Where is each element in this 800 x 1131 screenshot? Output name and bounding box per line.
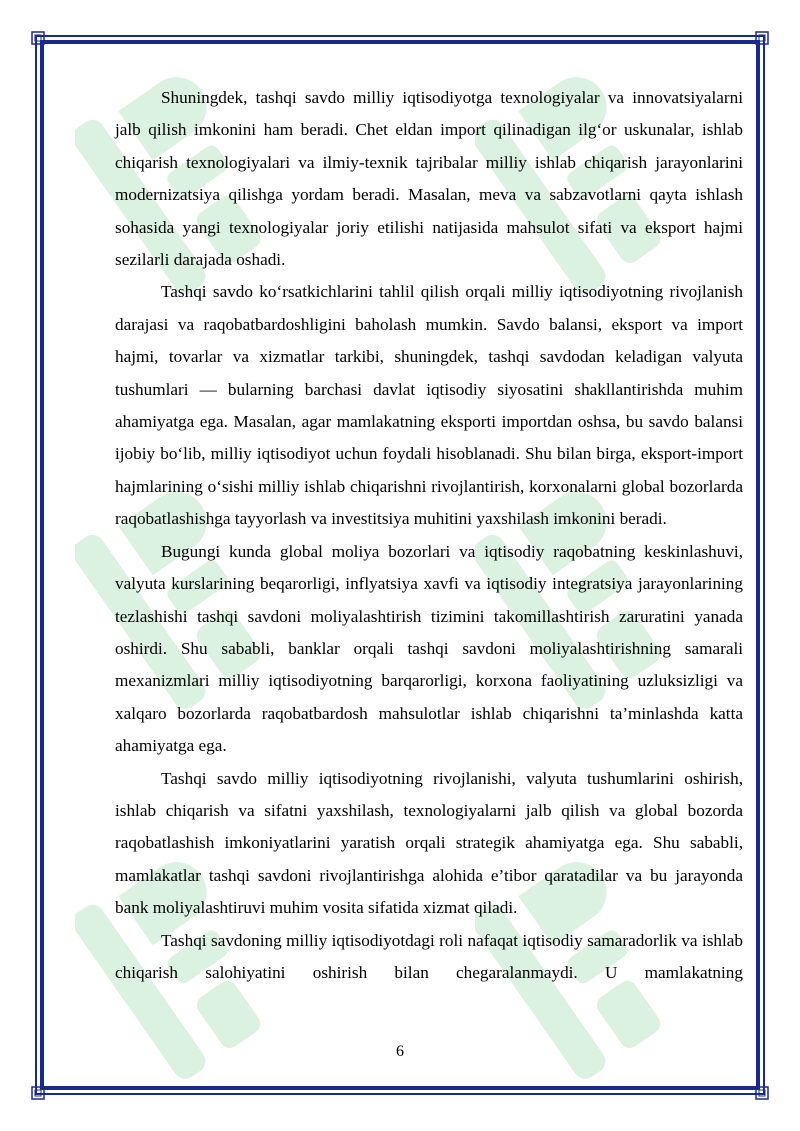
corner-ornament-top-right xyxy=(755,31,769,45)
paragraph: Tashqi savdo ko‘rsatkichlarini tahlil qilish orqali milliy iqtisodiyotning rivojlanish darajasi va raqobatbardoshligini baholash mumkin. Savdo balansi, eksport va import hajmi, tovarlar va xizmatlar tarkibi, shuningdek, tashqi savdodan keladigan valyuta tushumlari — bularning barchasi davlat iqtisodiy siyosatini shakllantirishda muhim ahamiyatga ega. Masalan, agar mamlakatning eksporti importdan oshsa, bu savdo balansi ijobiy bo‘lib, milliy iqtisodiyot uchun foydali hisoblanadi. Shu bilan birga, eksport-import hajmlarining o‘sishi milliy ishlab chiqarishni rivojlantirish, korxonalarni global bozorlarda raqobatlashishga tayyorlash va investitsiya muhitini yaxshilash imkonini beradi. xyxy=(115,282,743,529)
paragraph: Tashqi savdoning milliy iqtisodiyotdagi roli nafaqat iqtisodiy samaradorlik va ishlab chiqarish salohiyatini oshirish bilan chegaralanmaydi. U mamlakatning xyxy=(115,930,743,982)
corner-ornament-bottom-right xyxy=(755,1086,769,1100)
body-text xyxy=(115,82,743,989)
paragraph: Bugungi kunda global moliya bozorlari va iqtisodiy raqobatning keskinlashuvi, valyuta kurslarining beqarorligi, inflyatsiya xavfi va iqtisodiy integratsiya jarayonlarining tezlashishi tashqi savdoni moliyalashtirish tizimini takomillashtirish zaruratini yanada oshirdi. Shu sababli, banklar orqali tashqi savdoni moliyalashtirishning samarali mexanizmlari milliy iqtisodiyotning barqarorligi, korxona faoliyatining uzluksizligi va xalqaro bozorlarda raqobatbardosh mahsulotlar ishlab chiqarishni ta’minlashda katta ahamiyatga ega. xyxy=(115,541,743,756)
paragraph: Tashqi savdo milliy iqtisodiyotning rivojlanishi, valyuta tushumlarini oshirish, ishlab chiqarish va sifatni yaxshilash, texnologiyalarni jalb qilish va global bozorda raqobatlashish imkoniyatlarini yaratish orqali strategik ahamiyatga ega. Shu sababli, mamlakatlar tashqi savdoni rivojlantirishga alohida e’tibor qaratadilar va bu jarayonda bank moliyalashtiruvi muhim vosita sifatida xizmat qiladi. xyxy=(115,768,743,918)
corner-ornament-top-left xyxy=(31,31,45,45)
corner-ornament-bottom-left xyxy=(31,1086,45,1100)
page-number: 6 xyxy=(396,1043,404,1060)
paragraph: Shuningdek, tashqi savdo milliy iqtisodiyotga texnologiyalar va innovatsiyalarni jalb qilish imkonini ham beradi. Chet eldan import qilinadigan ilg‘or uskunalar, ishlab chiqarish texnologiyalari va ilmiy-texnik tajribalar milliy ishlab chiqarish jarayonlarini modernizatsiya qilishga yordam beradi. Masalan, meva va sabzavotlarni qayta ishlash sohasida yangi texnologiyalar joriy etilishi natijasida mahsulot sifati va eksport hajmi sezilarli darajada oshadi. xyxy=(115,88,743,270)
